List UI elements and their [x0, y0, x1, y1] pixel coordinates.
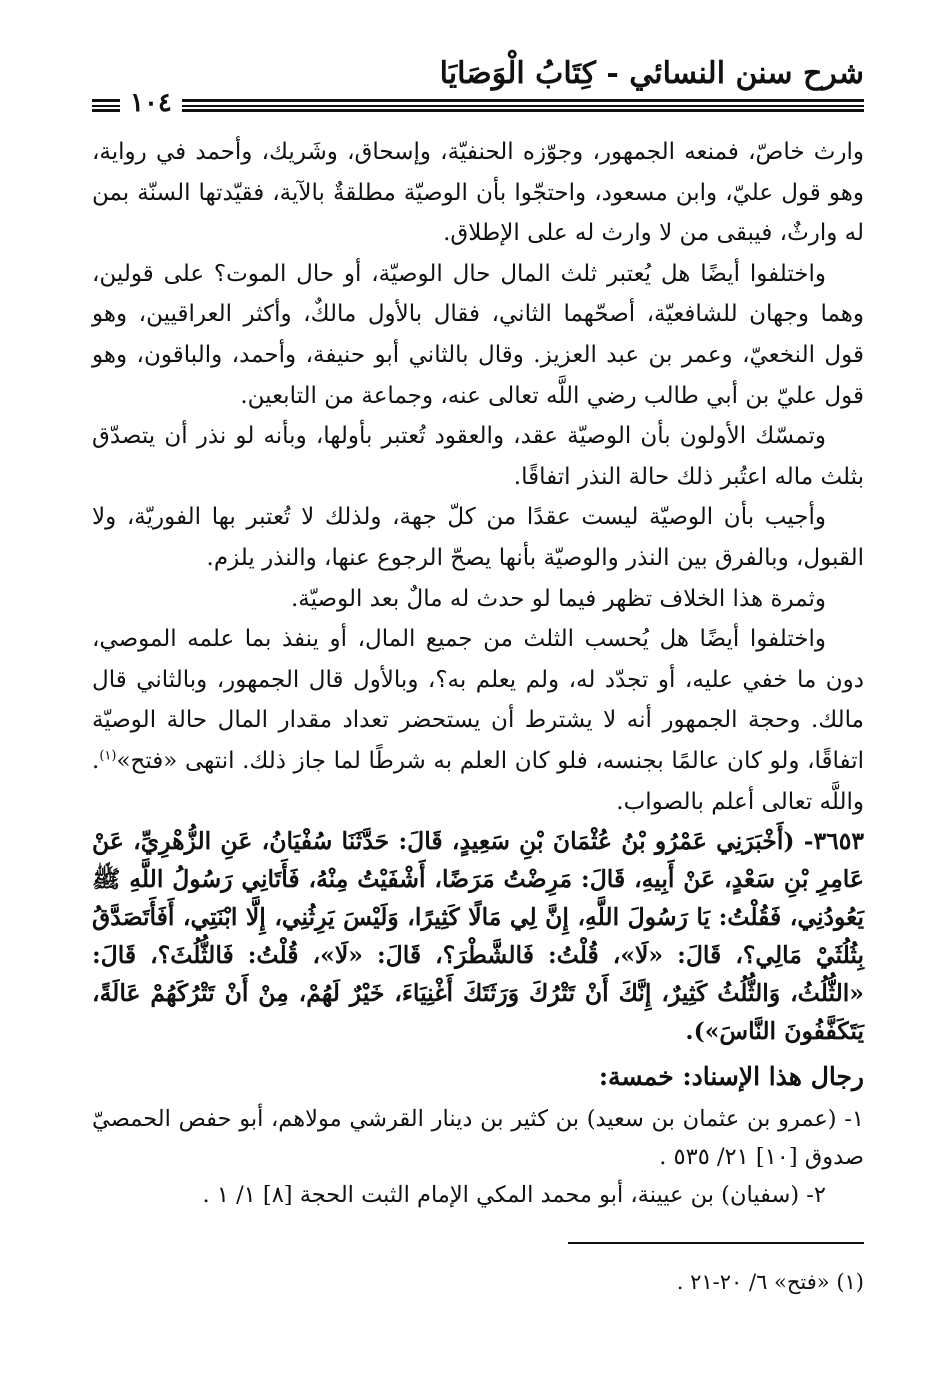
header-rule	[92, 99, 864, 111]
footnote-divider	[568, 1242, 864, 1244]
narrator-entry: ٢- (سفيان) بن عيينة، أبو محمد المكي الإمام الثبت الحجة [٨] ١/ ١ .	[202, 1182, 826, 1209]
footnote: (١) «فتح» ٦/ ٢٠-٢١ .	[676, 1270, 864, 1294]
running-title: شرح سنن النسائي - كِتَابُ الْوَصَايَا	[439, 56, 864, 91]
body-paragraph	[92, 619, 864, 822]
section-heading: رجال هذا الإسناد: خمسة:	[598, 1062, 864, 1092]
page-number: ١٠٤	[120, 88, 182, 118]
paragraph-text: واختلفوا أيضًا هل يُحسب الثلث من جميع المال، أو ينفذ بما علمه الموصي، دون ما خفي عليه، أو تجدّد له، ولم يعلم به؟، وبالأول قال الجمهور، وبالثاني قال مالك. وحجة الجمهور أنه لا يشترط أن يستحضر تعداد مقدار المال حالة الوصيّة اتفاقًا، ولو كان عالمًا بجنسه، فلو كان العلم به شرطًا لما جاز ذلك. انتهى «فتح»	[92, 626, 864, 774]
footnote-marker: (١)	[99, 748, 117, 764]
body-paragraph: وثمرة هذا الخلاف تظهر فيما لو حدث له مالٌ بعد الوصيّة.	[290, 585, 826, 612]
paragraph-tail-text: . واللَّه تعالى أعلم بالصواب.	[92, 747, 864, 815]
body-paragraph: وأجيب بأن الوصيّة ليست عقدًا من كلّ جهة، ولذلك لا تُعتبر بها الفوريّة، ولا القبول، وبالفرق بين النذر والوصيّة بأنها يصحّ الرجوع عنها، والنذر يلزم.	[92, 504, 864, 571]
body-paragraph: وارث خاصّ، فمنعه الجمهور، وجوّزه الحنفيّة، وإسحاق، وشَريك، وأحمد في رواية، وهو قول عليّ، وابن مسعود، واحتجّوا بأن الوصيّة مطلقةٌ بالآية، فقيّدتها السنّة بمن له وارثٌ، فيبقى من لا وارث له على الإطلاق.	[92, 139, 864, 247]
body-paragraph: واختلفوا أيضًا هل يُعتبر ثلث المال حال الوصيّة، أو حال الموت؟ على قولين، وهما وجهان للشافعيّة، أصحّهما الثاني، فقال بالأول مالكٌ، وأكثر العراقيين، وهو قول النخعيّ، وعمر بن عبد العزيز. وقال بالثاني أبو حنيفة، وأحمد، والباقون، وهو قول عليّ بن أبي طالب رضي اللَّه تعالى عنه، وجماعة من التابعين.	[92, 260, 864, 409]
page-body	[92, 132, 864, 1214]
hadith-text: ٣٦٥٣- (أَخْبَرَنِي عَمْرُو بْنُ عُثْمَانَ بْنِ سَعِيدٍ، قَالَ: حَدَّثَنَا سُفْيَانُ، عَنِ الزُّهْرِيِّ، عَنْ عَامِرِ بْنِ سَعْدٍ، عَنْ أَبِيهِ، قَالَ: مَرِضْتُ مَرَضًا، أَشْفَيْتُ مِنْهُ، فَأَتَانِي رَسُولُ اللَّهِ ﷺ يَعُودُنِي، فَقُلْتُ: يَا رَسُولَ اللَّهِ، إِنَّ لِي مَالًا كَثِيرًا، وَلَيْسَ يَرِثُنِي، إِلَّا ابْنَتِي، أَفَأَتَصَدَّقُ بِثُلُثَيْ مَالِي؟، قَالَ: «لَا»، قُلْتُ: فَالشَّطْرَ؟، قَالَ: «لَا»، قُلْتُ: فَالثُّلُثَ؟، قَالَ: «الثُّلُثُ، وَالثُّلُثُ كَثِيرٌ، إِنَّكَ أَنْ تَتْرُكَ وَرَثَتَكَ أَغْنِيَاءَ، خَيْرٌ لَهُمْ، مِنْ أَنْ تَتْرُكَهُمْ عَالَةً، يَتَكَفَّفُونَ النَّاسَ»).	[92, 827, 864, 1046]
body-paragraph: وتمسّك الأولون بأن الوصيّة عقد، والعقود تُعتبر بأولها، وبأنه لو نذر أن يتصدّق بثلث ماله اعتُبر ذلك حالة النذر اتفاقًا.	[92, 423, 864, 490]
page-header	[92, 56, 864, 116]
narrator-entry: ١- (عمرو بن عثمان بن سعيد) بن كثير بن دينار القرشي مولاهم، أبو حفص الحمصيّ صدوق [١٠] ٢١/ ٥٣٥ .	[92, 1106, 864, 1171]
